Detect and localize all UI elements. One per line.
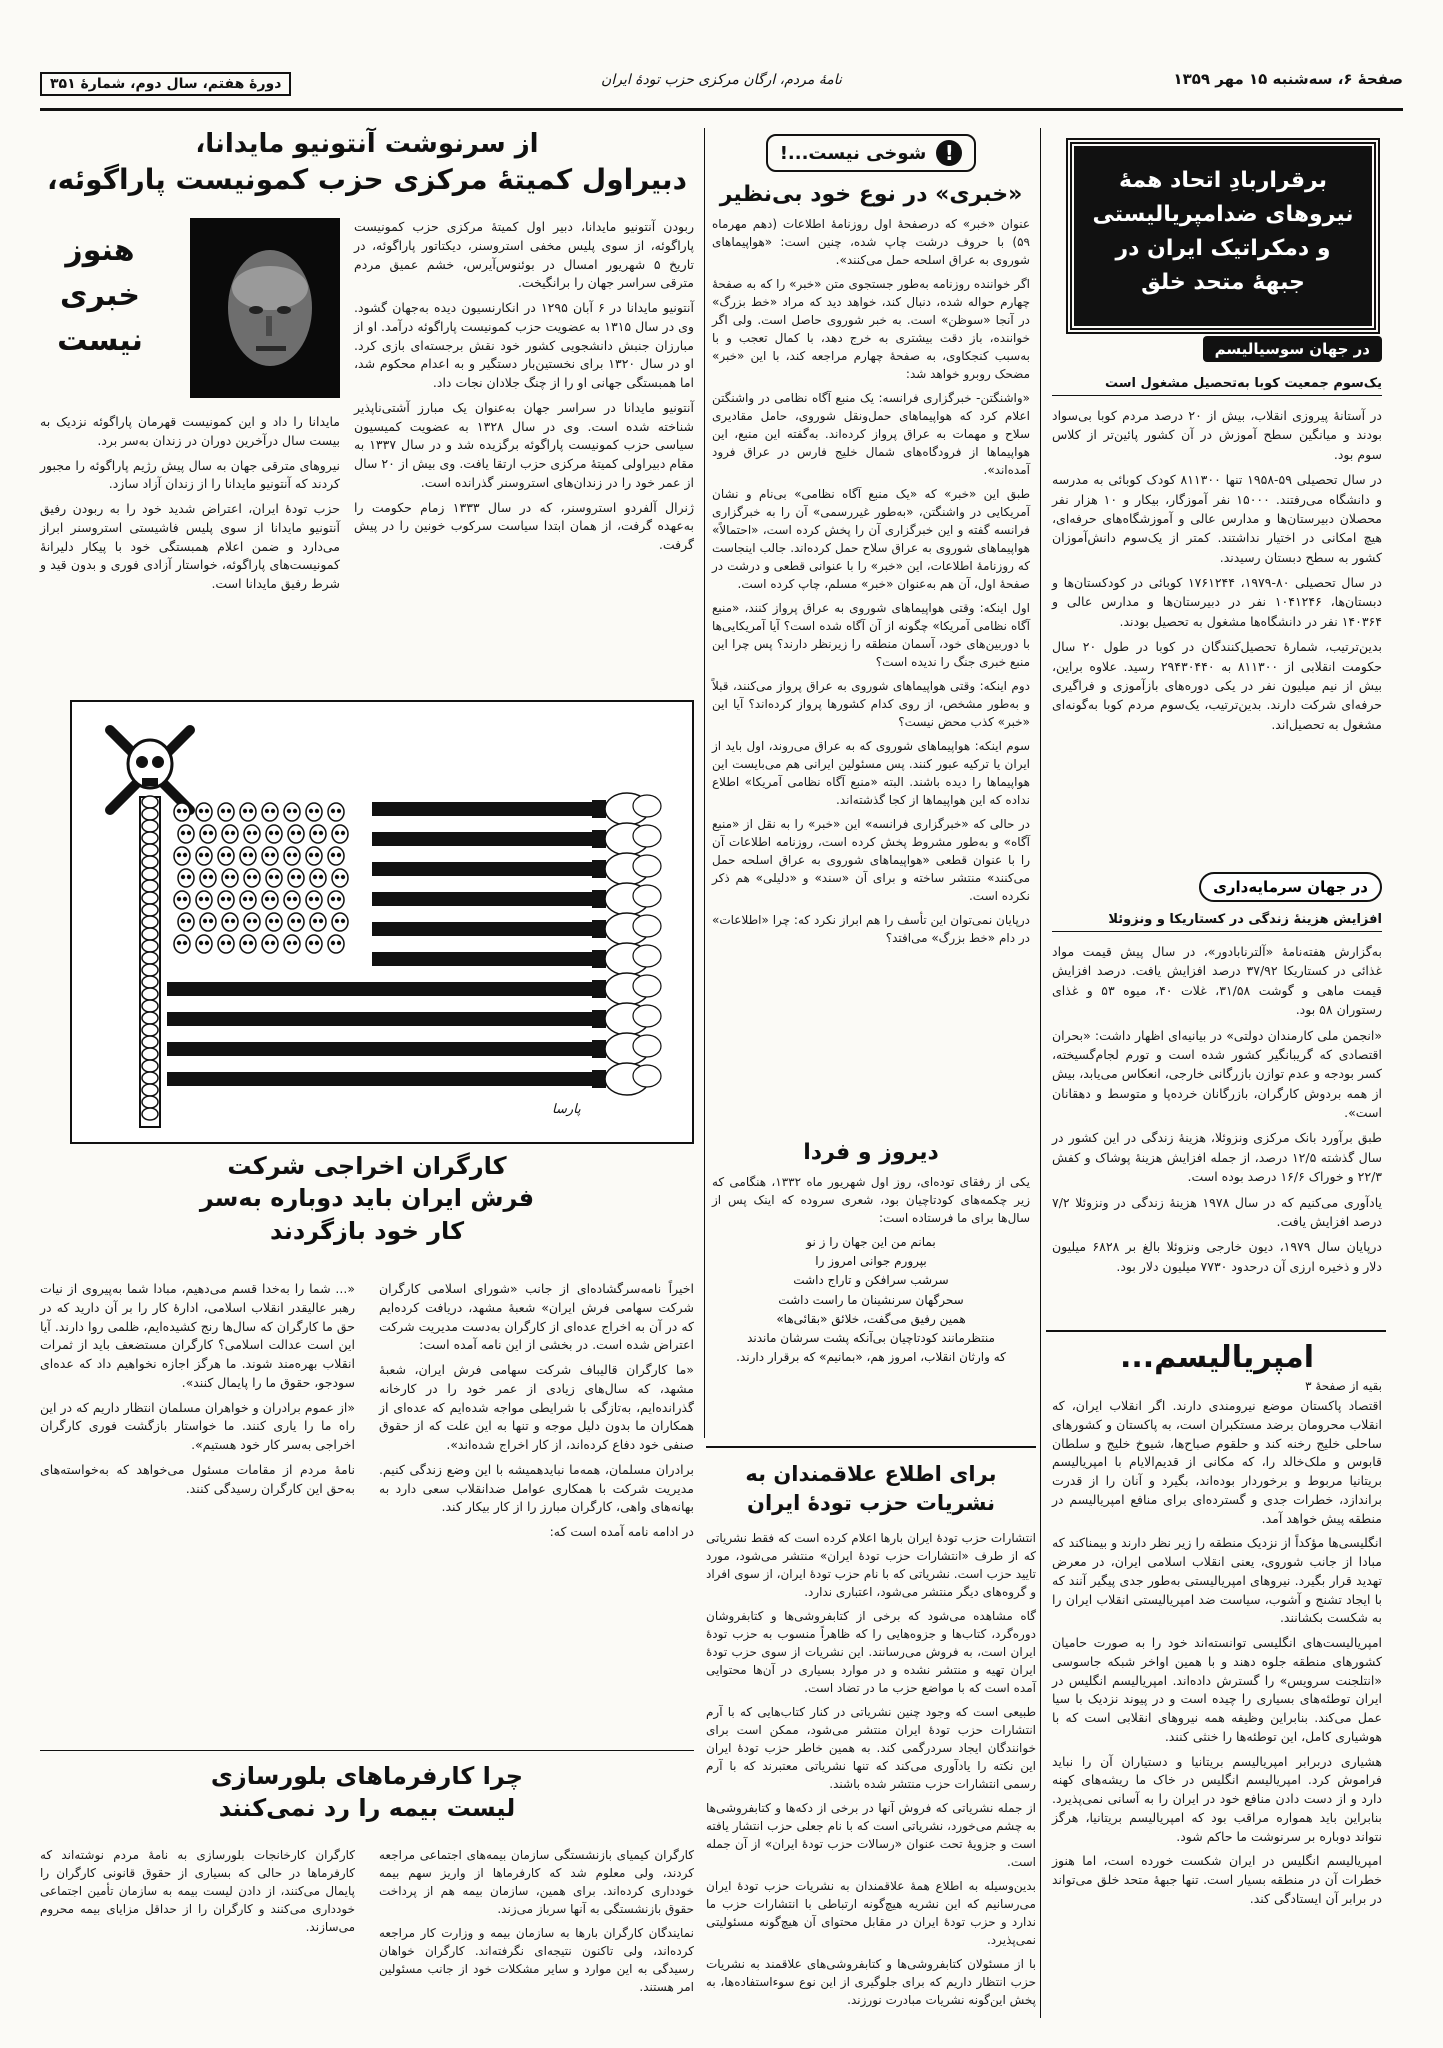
pole-skull (142, 856, 158, 868)
field-skull (240, 935, 256, 953)
poem-line: همین رفیق می‌گفت، خلائق «بقائی‌ها» (776, 1311, 966, 1326)
party-notice-paragraph: با از مسئولان کتابفروشی‌ها و کتابفروشی‌های علاقمند به نشریات حزب انتظار داریم که برای جلوگیری از این نوع سوءاستفاده‌ها، به پخش این‌گونه نشریات مبادرت نورزند. (706, 1956, 1036, 2007)
field-skull (332, 825, 348, 843)
humor-paragraph: اگر خواننده روزنامه به‌طور جستجوی متن «خبر» را که به صفحهٔ چهارم حواله شده، دنبال کند، خواهد دید که مراد «خط بزرگ» در آنجا «سوظن» است. به خبر شوروی حاصل است. ولی اگر خواننده، باز دقت بیشتری به خرج دهد، با کمال تعجب و با به‌سبب کنجکاوی، به صفحهٔ چهارم مراجعه کند، با این «خبر» مضحک روبرو خواهد شد: (712, 277, 1030, 381)
pole-skull (142, 1084, 158, 1096)
capitalism-paragraph: یادآوری می‌کنیم که در سال ۱۹۷۸ هزینهٔ زندگی در ونزوئلا ۷/۲ درصد افزایش یافت. (1052, 1194, 1382, 1229)
maidana-paragraph: مایدانا را داد و این کمونیست قهرمان پاراگوئه نزدیک به بیست سال درآخرین دوران در زندان به‌سر برد. (40, 414, 340, 448)
cannon-stripe (167, 1012, 592, 1026)
field-skull (240, 891, 256, 909)
cannon-muzzle (592, 950, 606, 968)
carpet-title-line3: کار خود بازگردند (269, 1216, 465, 1245)
field-skull (222, 913, 238, 931)
pole-skull (142, 1036, 158, 1048)
field-skull (262, 847, 278, 865)
field-skull (332, 913, 348, 931)
cannon-stripe (372, 892, 592, 906)
field-skull (310, 869, 326, 887)
cannon-stripe (372, 802, 592, 816)
imperialism-continued: بقیه از صفحهٔ ۳ (1305, 1379, 1382, 1393)
slogan-text: برقراربادِ اتحاد همهٔ نیروهای ضدامپریالیستی و دمکراتیک ایران در جبههٔ متحد خلق (1092, 168, 1354, 296)
field-skull (284, 847, 300, 865)
field-skull (262, 803, 278, 821)
exclamation-icon: ! (936, 140, 962, 166)
field-skull (284, 891, 300, 909)
field-skull (200, 869, 216, 887)
field-skull (288, 869, 304, 887)
slogan-box (1068, 140, 1378, 332)
pole-skull (142, 820, 158, 832)
field-skull (196, 891, 212, 909)
field-skull (244, 825, 260, 843)
carpet-article (40, 1150, 694, 1710)
cartoon-drawing (72, 702, 692, 1142)
humor-section (712, 128, 1030, 1138)
poem (712, 1233, 1030, 1367)
humor-paragraph: در حالی که «خبرگزاری فرانسه» این «خبر» را به نقل از «منبع آگاه» و به‌طور مشروط پخش کرده است، روزنامه اطلاعات آن را با عنوان قطعی «هواپیماهای شوروی به عراق اسلحه حمل می‌کنند» منتشر ساخته و برای آن «سند» و «دلیلی» هم ذکر نکرده است. (712, 817, 1030, 903)
field-skull (174, 891, 190, 909)
field-skull (244, 913, 260, 931)
maidana-article (40, 128, 694, 688)
field-skull (178, 913, 194, 931)
field-skull (174, 935, 190, 953)
smoke-puff (633, 1065, 661, 1087)
poem-line: سرشب سرافکن و تاراج داشت (793, 1273, 949, 1288)
socialism-section (1052, 330, 1382, 860)
humor-label: شوخی نیست...! (779, 142, 927, 164)
page-date: صفحهٔ ۶، سه‌شنبه ۱۵ مهر ۱۳۵۹ (1173, 70, 1403, 88)
cartoon-signature: پارسا (552, 1102, 581, 1117)
humor-paragraph: دوم اینکه: وقتی هواپیماهای شوروی به عراق پرواز می‌کنند، قبلاً و به‌طور مشخص، از روی کدام کشورها پرواز کرده‌اند؟ آیا این «خبر» کذب محض نیست؟ (712, 679, 1030, 729)
maidana-portrait (190, 218, 340, 398)
smoke-puff (633, 1005, 661, 1027)
pole-skull (142, 1000, 158, 1012)
pole-skull (142, 832, 158, 844)
imperialism-title: امپریالیسم... (1119, 1340, 1315, 1375)
poem-line: منتظرمانند کودتاچیان بی‌آنکه پشت سرشان ماندند (747, 1330, 995, 1345)
socialism-paragraph: در سال تحصیلی ۸۰-۱۹۷۹، ۱۷۶۱۲۴۴ کوبائی در کودکستان‌ها و دبستان‌ها، ۱۰۴۱۲۴۶ نفر در دبیرستان‌ها و مدارس عالی و ۱۴۰۳۶۴ نفر در دانشگاه‌ها مشغول به تحصیل بودند. (1052, 575, 1382, 629)
field-skull (262, 891, 278, 909)
maidana-paragraph: آنتونیو مایدانا در ۶ آبان ۱۲۹۵ در انکارنسیون دیده به‌جهان گشود. وی در سال ۱۳۱۵ به عضویت حزب کمونیست پاراگوئه درآمد. او از مبارزان جنبش دانشجویی کشور خود نقش برجسته‌ای بازی کرد. او در سال ۱۳۲۰ برای نخستین‌بار دستگیر و به اعدام محکوم شد، اما همبستگی جهانی او را از چنگ جلادان نجات داد. (354, 300, 695, 390)
socialism-subhead: یک‌سوم جمعیت کوبا به‌تحصیل مشغول است (1052, 376, 1382, 396)
field-skull (306, 847, 322, 865)
party-notice-paragraph: گاه مشاهده می‌شود که برخی از کتابفروشی‌ها و کتابفروشان دوره‌گرد، کتاب‌ها و جزوه‌هایی را که ظاهراً منسوب به حزب تودهٔ ایران است، به فروش می‌رسانند. این نشریات از سوی حزب تودهٔ ایران تهیه و منتشر نشده و در موارد بسیاری در آن‌ها محتوایی آمده است که با مواضع حزب ما در تضاد است. (706, 1608, 1036, 1695)
carpet-paragraph: برادران مسلمان، همه‌ما نبایدهمیشه با این وضع زندگی کنیم. مدیریت شرکت با همکاری عوامل ضدانقلاب سعی دارد به بهانه‌های واهی، کارگران مبارز را از کار بیکار کند. (379, 1461, 694, 1515)
carpet-paragraph: در ادامه نامه آمده است که: (549, 1524, 694, 1539)
field-skull (266, 869, 282, 887)
field-skull (222, 825, 238, 843)
imperialism-paragraph: امپریالیسم انگلیس در ایران شکست خورده است، اما هنوز خطرات آن در منطقه بسیار است. تنها جبههٔ متحد خلق می‌تواند در برابر آن ایستادگی کند. (1052, 1853, 1382, 1906)
glass-paragraph: کارگران کارخانجات بلورسازی به نامهٔ مردم نوشته‌اند که کارفرماها در حالی که بسیاری از حقوق قانونی کارگران را پایمال می‌کنند، از دادن لیست بیمه به سازمان تأمین اجتماعی خودداری می‌کنند و کارگران را از حداقل مزایای بیمه محروم می‌سازند. (40, 1848, 355, 1934)
cannon-muzzle (592, 980, 606, 998)
field-skull (200, 825, 216, 843)
cartoon-frame (70, 700, 694, 1144)
maidana-title-line1: از سرنوشت آنتونیو مایدانا، (195, 129, 539, 159)
yesterday-paragraph: یکی از رفقای توده‌ای، روز اول شهریور ماه ۱۳۳۲، هنگامی که زیر چکمه‌های کودتاچیان بود، شعری سروده که اینک پس از سال‌ها برای ما فرستاده است: (712, 1175, 1030, 1225)
capitalism-section (1052, 872, 1382, 1274)
field-skull (306, 803, 322, 821)
field-skull (328, 847, 344, 865)
imperialism-paragraph: امپریالیست‌های انگلیسی توانسته‌اند خود را به صورت حامیان کشورهای منطقه جلوه دهند و با همین اواخر شبکه جاسوسی «انتلجنت سرویس» را گسترش داده‌اند. امپریالیسم انگلیس در ایران توطئه‌های بسیاری را چیده است و در پیوند نزدیک با سیا عمل می‌کند. بنابراین وظیفه همه نیروهای انقلابی است که با هوشیاری کامل، این توطئه‌ها را خنثی کنند. (1052, 1635, 1382, 1744)
maidana-paragraph: ربودن آنتونیو مایدانا، دبیر اول کمیتهٔ مرکزی حزب کمونیست پاراگوئه، از سوی پلیس مخفی استروسنر، دیکتاتور پاراگوئه، در تاریخ ۵ شهریور امسال در بوئنوس‌آیرس، خشم عمیق مردم مترقی سراسر جهان را برانگیخت. (354, 219, 694, 291)
maidana-title-line2: دبیراول کمیتهٔ مرکزی حزب کمونیست پاراگوئه، (47, 162, 687, 196)
poem-line: سحرگهان سرنشینان ما راست داشت (778, 1292, 964, 1307)
imperialism-article (1052, 1340, 1382, 2010)
field-skull (218, 847, 234, 865)
party-notice-paragraph: طبیعی است که وجود چنین نشریاتی در کنار کتاب‌هایی که با آرم انتشارات حزب تودهٔ ایران منتشر می‌شود، ممکن است برای خوانندگان ایجاد سردرگمی کند. به همین خاطر حزب تودهٔ ایران این نکته را یادآوری می‌کند که تنها نشریاتی معتبرند که با آرم رسمی انتشارات حزب منتشر شده باشند. (706, 1704, 1036, 1791)
glass-title-line2: لیست بیمه را رد نمی‌کنند (218, 1794, 516, 1823)
field-skull (200, 913, 216, 931)
party-notice-top-rule (706, 1446, 1036, 1448)
imperialism-top-rule (1046, 1330, 1386, 1332)
right-column-divider (1040, 128, 1041, 2018)
carpet-paragraph: «... شما را به‌خدا قسم می‌دهیم، مبادا شما به‌پیروی از نیات رهبر عالیقدر انقلاب اسلامی، ادارهٔ کار را بر آن دارید که در حق ما کارگران که سال‌ها رنج کشیده‌ایم، ظلمی روا دارند. آیا این است عدالت اسلامی؟ کارگران مستضعف باید از ثمرات انقلاب بهره‌مند شوند. ما هرگز اجازه نخواهیم داد که عده‌ای سودجو، حقوق ما را پایمال کنند». (40, 1281, 355, 1390)
cannon-muzzle (592, 800, 606, 818)
poem-line: که وارثان انقلاب، امروز هم، «بمانیم» که برقرار دارند. (736, 1350, 1006, 1365)
smoke-puff (633, 945, 661, 967)
pole-skull (142, 1012, 158, 1024)
party-notice (706, 1460, 1036, 2020)
poem-line: بمانم من این جهان را ز نو (806, 1235, 936, 1249)
pole-skull (142, 892, 158, 904)
humor-paragraph: اول اینکه: وقتی هواپیماهای شوروی به عراق پرواز کنند، «منبع آگاه نظامی آمریکا» چگونه از آن آگاه شده است؟ آیا آمریکایی‌ها با دوربین‌های خود، آسمان منطقه را زیرنظر دارند؟ پس چرا این منبع خبری جنگ را ندیده است؟ (712, 601, 1030, 669)
socialism-paragraph: در آستانهٔ پیروزی انقلاب، بیش از ۲۰ درصد مردم کوبا بی‌سواد بودند و میانگین سطح آموزش در آن کشور پائین‌تر از کلاس سوم بود. (1052, 408, 1383, 462)
glass-paragraph: نمایندگان کارگران بارها به سازمان بیمه و وزارت کار مراجعه کرده‌اند، ولی تاکنون نتیجه‌ای نگرفته‌اند. کارگران خواهان رسیدگی به این موارد و سایر مشکلات خود از جانب مسئولین امر هستند. (379, 1926, 694, 1994)
smoke-puff (633, 885, 661, 907)
carpet-title-line2: فرش ایران باید دوباره به‌سر (199, 1184, 535, 1213)
cannon-stripe (167, 1042, 592, 1056)
field-skull (332, 869, 348, 887)
pole-skull (142, 1108, 158, 1120)
cannon-stripe (167, 1072, 592, 1086)
cannon-stripe (167, 982, 592, 996)
field-skull (266, 913, 282, 931)
smoke-puff (633, 795, 661, 817)
carpet-paragraph: اخیراً نامه‌سرگشاده‌ای از جانب «شورای اسلامی کارگران شرکت سهامی فرش ایران» شعبهٔ مشهد، دریافت کرده‌ایم که در آن به اخراج عده‌ای از کارگران به‌دست مدیریت شرکت اعتراض شده است. در بخشی از این نامه آمده است: (379, 1281, 694, 1353)
party-notice-paragraph: از جمله نشریاتی که فروش آنها در برخی از دکه‌ها و کتابفروشی‌ها به چشم می‌خورد، نشریاتی است که با نام جعلی حزب انتشار یافته است و جزویهٔ تحت عنوان «رسالات حزب تودهٔ ایران» از آن جمله است. (706, 1800, 1036, 1869)
maidana-paragraph: نیروهای مترقی جهان به سال پیش رژیم پاراگوئه را مجبور کردند که آنتونیو مایدانا را از زندان آزاد سازد. (40, 457, 340, 492)
cannon-stripe (372, 952, 592, 966)
humor-label-box (766, 134, 976, 172)
pole-skull (142, 940, 158, 952)
pole-skull (142, 1060, 158, 1072)
field-skull (222, 869, 238, 887)
field-skull (174, 847, 190, 865)
pole-skull (142, 1072, 158, 1084)
field-skull (266, 825, 282, 843)
cannon-muzzle (592, 1010, 606, 1028)
cannon-stripe (372, 922, 592, 936)
portrait-image (190, 218, 340, 398)
field-skull (174, 803, 190, 821)
field-skull (196, 803, 212, 821)
cannon-muzzle (592, 890, 606, 908)
field-skull (288, 913, 304, 931)
field-skull (262, 935, 278, 953)
field-skull (328, 803, 344, 821)
issue-info: دورهٔ هفتم، سال دوم، شمارهٔ ۳۵۱ (40, 72, 291, 96)
humor-paragraph: درپایان نمی‌توان این تأسف را هم ابراز نکرد که: چرا «اطلاعات» در دام «خط بزرگ» می‌افتد؟ (712, 913, 1030, 945)
header-rule (40, 108, 1403, 111)
pole-skull (142, 868, 158, 880)
field-skull (310, 825, 326, 843)
pole-skull (142, 988, 158, 1000)
field-skull (218, 803, 234, 821)
carpet-paragraph: «ما کارگران قالیباف شرکت سهامی فرش ایران، شعبهٔ مشهد، که سال‌های زیادی از عمر خود را در کارخانه گذرانده‌ایم، به‌تازگی با شرایطی مواجه شده‌ایم که عده‌ای از همکاران ما بدون دلیل موجه و تنها به این علت که از حقوق صنفی خود دفاع کرده‌اند، از کار اخراج شده‌اند». (379, 1362, 694, 1452)
smoke-puff (633, 1035, 661, 1057)
glass-top-rule (40, 1750, 694, 1751)
field-skull (218, 935, 234, 953)
masthead: نامهٔ مردم، ارگان مرکزی حزب تودهٔ ایران (601, 72, 842, 88)
pole-skull (142, 952, 158, 964)
capitalism-paragraph: به‌گزارش هفته‌نامهٔ «آلترنابادور»، در سال پیش قیمت مواد غذائی در کستاریکا ۳۷/۹۲ درصد افزایش یافت. درصد افزایش قیمت ماهی و گوشت ۳۱/۵۸، غلات ۴۰، میوه ۵۳ و غذای رستوران ۵۸ بود. (1052, 944, 1382, 1018)
cannon-muzzle (592, 860, 606, 878)
party-notice-title: برای اطلاع علاقمندان به نشریات حزب تودهٔ ایران (745, 1462, 997, 1516)
page-header (40, 64, 1403, 104)
field-skull (196, 847, 212, 865)
field-skull (306, 935, 322, 953)
imperialism-paragraph: اقتصاد پاکستان موضع نیرومندی دارند. اگر انقلاب ایران، که انقلاب محرومان برضد مستکبران است، به پاکستان و کشورهای ساحلی خلیج رخنه کند و حلقوم صباح‌ها، شیوخ خلیج و سلطان قابوس و ملک‌خالد را، که مکانی از قدیم‌الایام با امپریالیسم بریتانیا مربوط و برخوردار بوده‌اند، بگیرد و آنان را از قدرت براندازد، خطرات جدی و گسترده‌ای برای منافع امپریالیسم در منطقه پیش خواهد آمد. (1052, 1398, 1382, 1526)
glass-paragraph: کارگران کیمیای بازنشستگی سازمان بیمه‌های اجتماعی مراجعه کردند، ولی معلوم شد که کارفرماها از واریز سهم بیمه خودداری کرده‌اند. برای همین، سازمان بیمه هم از پرداخت حقوق بازنشستگی به آنها سرباز می‌زند. (379, 1848, 694, 1916)
yesterday-section (712, 1140, 1030, 1440)
capitalism-label: در جهان سرمایه‌داری (1199, 872, 1382, 902)
maidana-paragraph: آنتونیو مایدانا در سراسر جهان به‌عنوان یک مبارز آشتی‌ناپذیر شناخته شده است. وی در سال ۱۳۲۸ به عضویت کمیسیون سیاسی حزب کمونیست پاراگوئه برگزیده شد و در سال ۱۳۳۷ به مقام دبیراولی کمیتهٔ مرکزی حزب ارتقا یافت. وی بیش از ۲۰ سال از عمر خود را در زندان‌های استروسنر گذرانده است. (354, 399, 694, 490)
humor-paragraph: «واشنگتن- خبرگزاری فرانسه: یک منبع آگاه نظامی در واشنگتن اعلام کرد که هواپیماهای حمل‌ونقل شوروی، حامل مقادیری سلاح و مهمات به عراق پرواز کرده‌اند. به‌گفته این منبع، این هواپیماها از فرودگاه‌های شمال خلیج فارس در عراق فرود آمده‌اند». (712, 391, 1030, 477)
socialism-paragraph: در سال تحصیلی ۵۹-۱۹۵۸ تنها ۸۱۱۳۰۰ کودک کوبائی به مدرسه و دانشگاه می‌رفتند. ۱۵۰۰۰ نفر آموزگار، بیکار و ۱۰ هزار نفر محصلان دبیرستان‌ها و مدارس عالی و آموزشگاه‌های حرفه‌ای، هیچ امکانی در اختیار نداشتند. کمتر از یک‌سوم دانش‌آموزان کشور به سطح دبستان رسیدند. (1052, 472, 1382, 565)
capitalism-subhead: افزایش هزینهٔ زندگی در کستاریکا و ونزوئلا (1052, 912, 1382, 932)
field-skull (240, 803, 256, 821)
cannon-muzzle (592, 1040, 606, 1058)
pole-skull (142, 844, 158, 856)
glass-article (40, 1760, 694, 2020)
smoke-puff (633, 915, 661, 937)
field-skull (178, 869, 194, 887)
carpet-title-line1: کارگران اخراجی شرکت (227, 1152, 507, 1180)
party-notice-paragraph: بدین‌وسیله به اطلاع همهٔ علاقمندان به نشریات حزب تودهٔ ایران می‌رسانیم که این نشریه هیچ‌گونه ارتباطی با انتشارات حزب ما ندارد و حزب تودهٔ ایران در مقابل محتوای آن هیچ‌گونه مسئولیتی نمی‌پذیرد. (706, 1878, 1036, 1947)
party-notice-paragraph: انتشارات حزب تودهٔ ایران بارها اعلام کرده است که فقط نشریاتی که از طرف «انتشارات حزب تودهٔ ایران» منتشر می‌شود، مورد تایید حزب است. نشریاتی که با نام حزب تودهٔ ایران، از سوی افراد و گروه‌های دیگر منتشر می‌شود، اعتباری ندارد. (706, 1530, 1036, 1599)
poem-line: بپرورم جوانی امروز را (815, 1254, 927, 1269)
maidana-paragraph: ژنرال آلفردو استروسنر، که در سال ۱۳۳۳ زمام حکومت را به‌عهده گرفت، از همان ابتدا سیاست سرکوب خونین را در پیش گرفت. (354, 499, 694, 552)
field-skull (196, 935, 212, 953)
field-skull (240, 847, 256, 865)
maidana-paragraph: حزب تودهٔ ایران، اعتراض شدید خود را به ربودن رفیق آنتونیو مایدانا از سوی پلیس فاشیستی استروسنر ابراز می‌دارد و ضمن اعلام همبستگی خود با پیکار دلیرانهٔ کمونیست‌های پاراگوئه، خواستار آزادی فوری و بدون قید و شرط رفیق مایدانا است. (40, 501, 340, 591)
pole-skull (142, 1024, 158, 1036)
pole-skull (142, 928, 158, 940)
pole-skull (142, 1048, 158, 1060)
pole-skull (142, 880, 158, 892)
cannon-muzzle (592, 830, 606, 848)
field-skull (244, 869, 260, 887)
field-skull (284, 935, 300, 953)
carpet-paragraph: نامهٔ مردم از مقامات مسئول می‌خواهد که به‌خواسته‌های به‌حق این کارگران رسیدگی کنند. (40, 1461, 355, 1496)
field-skull (328, 891, 344, 909)
humor-column-divider (704, 128, 705, 1438)
imperialism-paragraph: انگلیسی‌ها مؤکداً از نزدیک منطقه را زیر نظر دارند و بیمناکند که مبادا از جانب شوروی، یعنی انقلاب اسلامی ایران، در معرض تهدید قرار بگیرد. نیروهای امپریالیستی به‌طور جدی پیگیر آنند که با ایجاد تشنج و آشوب، سیاست ضد امپریالیستی انقلاب ایران را به شکست بکشانند. (1052, 1535, 1382, 1626)
pole-skull (142, 904, 158, 916)
field-skull (284, 803, 300, 821)
field-skull (218, 891, 234, 909)
humor-paragraph: سوم اینکه: هواپیماهای شوروی که به عراق می‌روند، اول باید از ایران یا ترکیه عبور کنند. پس مسئولین ایرانی هم می‌بایست این هواپیماها را دیده باشند. البته «منبع آگاه نظامی آمریکا» اطلاع نداده که این هواپیماها از کجا گذشته‌اند. (712, 739, 1030, 807)
smoke-puff (633, 825, 661, 847)
cannon-muzzle (592, 920, 606, 938)
field-skull (306, 891, 322, 909)
cannon-stripe (372, 862, 592, 876)
maidana-side-title: هنوز خبری نیست (57, 233, 143, 358)
capitalism-paragraph: درپایان سال ۱۹۷۹، دیون خارجی ونزوئلا بالغ بر ۶۸۲۸ میلیون دلار و ذخیره ارزی آن درحدود ۷۷۳۰ میلیون دلار بود. (1052, 1239, 1382, 1274)
carpet-paragraph: «از عموم برادران و خواهران مسلمان انتظار داریم که در این راه ما را یاری کنند. ما خواستار بازگشت فوری کارگران اخراجی به‌سر کار خود هستیم». (40, 1399, 355, 1452)
humor-title: «خبری» در نوع خود بی‌نظیر (719, 182, 1023, 207)
pole-skull (142, 808, 158, 820)
yesterday-title: دیروز و فردا (803, 1140, 939, 1165)
pole-skull (142, 976, 158, 988)
smoke-puff (633, 855, 661, 877)
field-skull (310, 913, 326, 931)
capitalism-paragraph: طبق برآورد بانک مرکزی ونزوئلا، هزینهٔ زندگی در این کشور در سال گذشته ۱۲/۵ درصد، از جمله افزایش هزینهٔ پوشاک و کفش ۲۲/۳ و خوراک ۱۶/۶ درصد بوده است. (1052, 1130, 1382, 1185)
humor-paragraph: عنوان «خبر» که درصفحهٔ اول روزنامهٔ اطلاعات (دهم مهرماه ۵۹) با حروف درشت چاپ شده، چنین است: «هواپیماهای شوروی به عراق اسلحه حمل می‌کنند». (712, 217, 1030, 267)
field-skull (328, 935, 344, 953)
cannon-stripe (372, 832, 592, 846)
glass-title-line1: چرا کارفرماهای بلورسازی (210, 1762, 524, 1790)
pole-skull (142, 916, 158, 928)
socialism-label: در جهان سوسیالیسم (1203, 336, 1382, 362)
pole-skull (142, 964, 158, 976)
field-skull (288, 825, 304, 843)
cannon-muzzle (592, 1070, 606, 1088)
pole-skull (142, 1096, 158, 1108)
socialism-paragraph: بدین‌ترتیب، شمارهٔ تحصیل‌کنندگان در کوبا در طول ۲۰ سال حکومت انقلابی از ۸۱۱۳۰۰ به ۲۹۴۳۰۴۴۰ رسید. علاوه براین، بیش از نیم میلیون نفر در یکی دوره‌های بازآموزی و فراگیری حرفه‌ای شرکت دارند. بدین‌ترتیب، یک‌سوم مردم کوبا به‌گونه‌ای مشغول به تحصیل‌اند. (1052, 639, 1383, 732)
pole-skull (142, 796, 158, 808)
humor-paragraph: طبق این «خبر» که «یک منبع آگاه نظامی» بی‌نام و نشان آمریکایی در واشنگتن، «به‌طور غیررسمی» آن را به خبرگزاری فرانسه گفته و این خبرگزاری آن را پخش کرده است، «احتمالاً» هواپیماهای شوروی به عراق سلاح حمل کرده‌اند. جالب اینجاست که روزنامهٔ اطلاعات، این «خبر» را با عنوانی قطعی و درشت در صفحهٔ اول، آن هم به‌عنوان «خبر» مسلم، چاپ کرده است. (712, 487, 1030, 591)
smoke-puff (633, 975, 661, 997)
field-skull (178, 825, 194, 843)
capitalism-paragraph: «انجمن ملی کارمندان دولتی» در بیانیه‌ای اظهار داشت: «بحران اقتصادی که گریبانگیر کشور شده است و تورم لجام‌گسیخته، کسر بودجه و عدم توازن بازرگانی خارجی، انعکاس می‌یابد، بیش از همه بردوش کارگران، بازرگانان خرده‌پا و متوسط و دهقانان است». (1052, 1027, 1382, 1120)
imperialism-paragraph: هشیاری دربرابر امپریالیسم بریتانیا و دستیاران آن را نباید فراموش کرد. امپریالیسم انگلیس در خاک ما ریشه‌های کهنه دارد و از دست دادن منافع خود در ایران را به آسانی نمی‌پذیرد. بنابراین باید همواره مراقب بود که امپریالیسم بریتانیا، هرگز نتواند دوباره بر سرنوشت ما حاکم شود. (1052, 1753, 1382, 1844)
